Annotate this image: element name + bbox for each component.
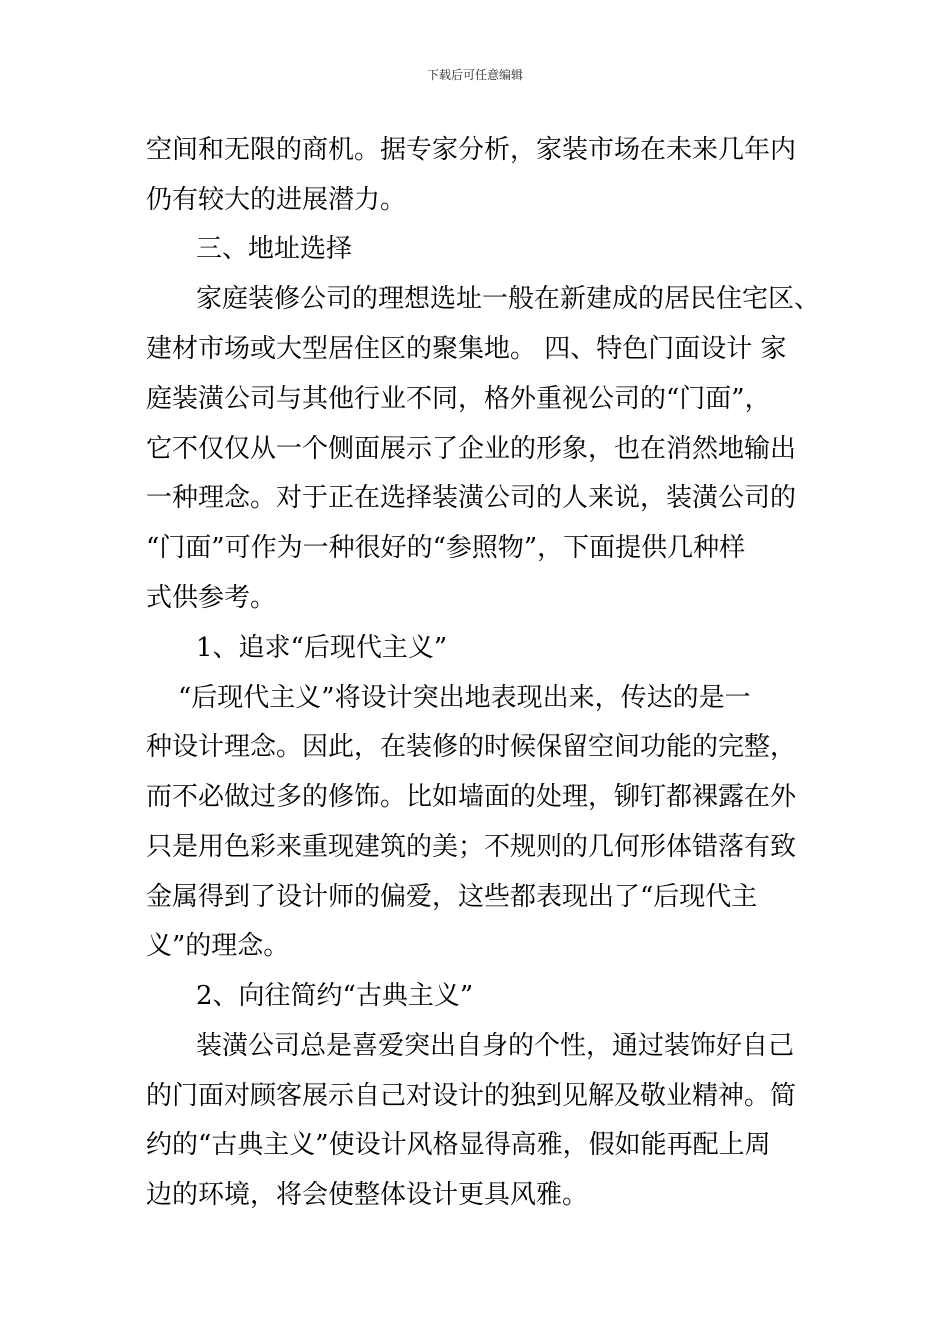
subsection-heading: 2、向往简约“古典主义” bbox=[196, 981, 474, 1011]
text-line: “门面”可作为一种很好的“参照物”，下面提供几种样 bbox=[146, 533, 746, 563]
text-line: 边的环境，将会使整体设计更具风雅。 bbox=[146, 1180, 589, 1210]
subsection-heading: 1、追求“后现代主义” bbox=[196, 633, 448, 663]
text-line: 的门面对顾客展示自己对设计的独到见解及敬业精神。简 bbox=[146, 1081, 797, 1111]
text-line: 种设计理念。因此，在装修的时候保留空间功能的完整， bbox=[146, 732, 797, 762]
text-line: 家庭装修公司的理想选址一般在新建成的居民住宅区、 bbox=[196, 284, 821, 314]
text-line: 庭装潢公司与其他行业不同，格外重视公司的“门面”， bbox=[146, 384, 771, 414]
text-line: 义”的理念。 bbox=[146, 931, 290, 961]
text-line: 建材市场或大型居住区的聚集地。 四、特色门面设计 家 bbox=[146, 334, 787, 364]
text-line: 空间和无限的商机。据专家分析，家装市场在未来几年内 bbox=[146, 135, 797, 165]
text-line: 式供参考。 bbox=[146, 583, 277, 613]
text-line: 装潢公司总是喜爱突出自身的个性，通过装饰好自己 bbox=[196, 1031, 795, 1061]
page-header: 下载后可任意编辑 bbox=[426, 68, 523, 82]
text-line: “后现代主义”将设计突出地表现出来，传达的是一 bbox=[178, 683, 751, 713]
text-line: 约的“古典主义”使设计风格显得高雅，假如能再配上周 bbox=[146, 1130, 771, 1160]
text-line: 只是用色彩来重现建筑的美；不规则的几何形体错落有致 bbox=[146, 832, 797, 862]
section-heading: 三、地址选择 bbox=[196, 234, 353, 264]
text-line: 而不必做过多的修饰。比如墙面的处理，铆钉都裸露在外 bbox=[146, 782, 797, 812]
text-line: 一种理念。对于正在选择装潢公司的人来说，装潢公司的 bbox=[146, 483, 797, 513]
text-line: 金属得到了设计师的偏爱，这些都表现出了“后现代主 bbox=[146, 882, 758, 912]
text-line: 它不仅仅从一个侧面展示了企业的形象，也在消然地输出 bbox=[146, 434, 797, 464]
text-line: 仍有较大的进展潜力。 bbox=[146, 185, 407, 215]
